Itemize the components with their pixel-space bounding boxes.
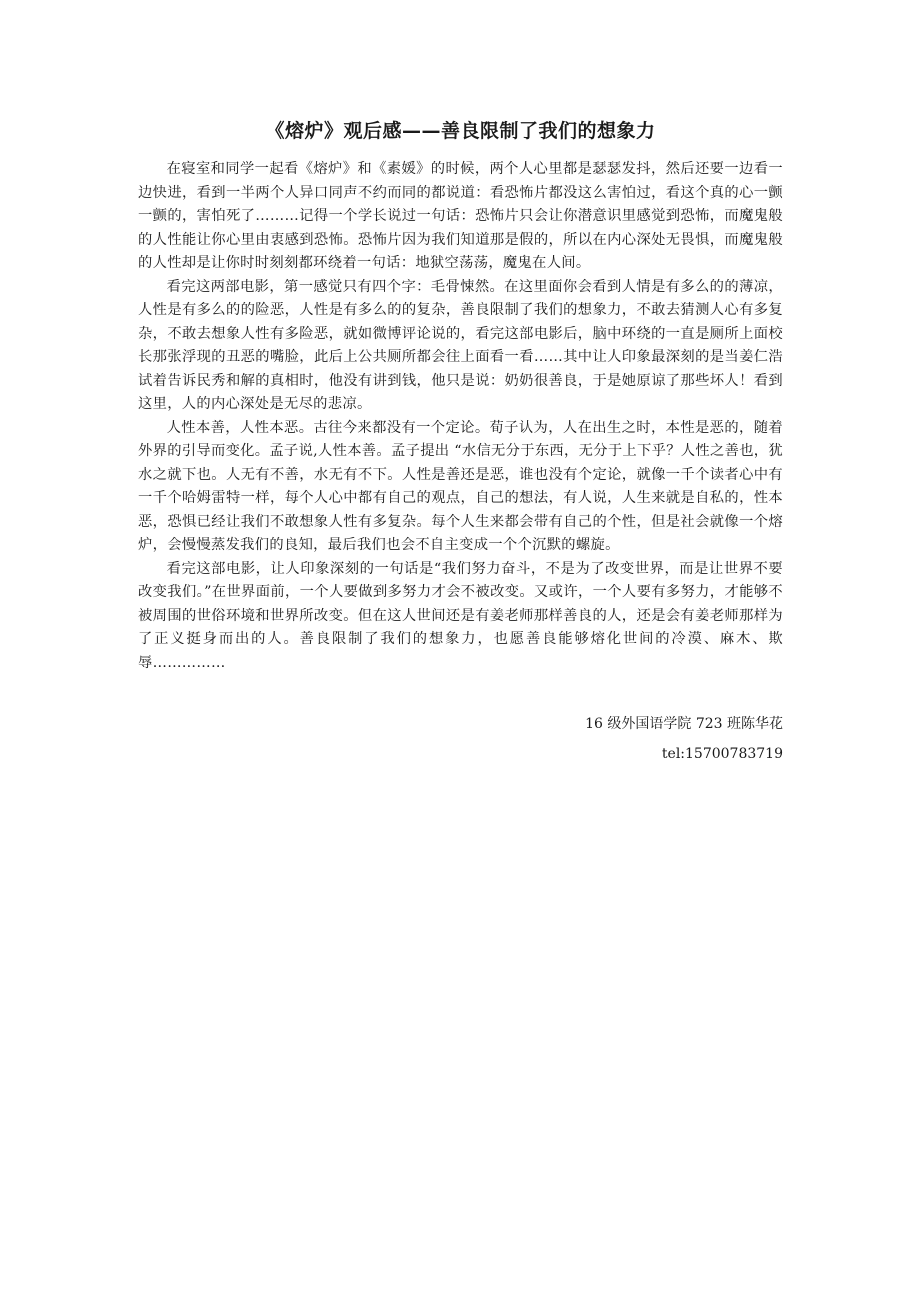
paragraph-1: 在寝室和同学一起看《熔炉》和《素媛》的时候，两个人心里都是瑟瑟发抖，然后还要一边看一边快进，看到一半两个人异口同声不约而同的都说道：看恐怖片都没这么害怕过，看这个真的心一颤一颤的，害怕死了………记得一个学长说过一句话：恐怖片只会让你潜意识里感觉到恐怖，而魔鬼般的人性能让你心里由衷感到恐怖。恐怖片因为我们知道那是假的，所以在内心深处无畏惧，而魔鬼般的人性却是让你时时刻刻都环绕着一句话：地狱空荡荡，魔鬼在人间。 — [138, 161, 783, 271]
author-line: 16 级外国语学院 723 班陈华花 — [585, 716, 783, 732]
tel-line: tel:15700783719 — [661, 746, 783, 762]
document-body — [138, 158, 783, 675]
paragraph-4: 看完这部电影，让人印象深刻的一句话是“我们努力奋斗，不是为了改变世界，而是让世界不要改变我们。”在世界面前，一个人要做到多努力才会不被改变。又或许，一个人要有多努力，才能够不被周围的世俗环境和世界所改变。但在这人世间还是有姜老师那样善良的人，还是会有姜老师那样为了正义挺身而出的人。善良限制了我们的想象力，也愿善良能够熔化世间的冷漠、麻木、欺辱…………… — [138, 560, 783, 671]
signature-block — [138, 709, 783, 769]
document-title: 《熔炉》观后感——善良限制了我们的想象力 — [265, 120, 656, 142]
paragraph-2: 看完这两部电影，第一感觉只有四个字：毛骨悚然。在这里面你会看到人情是有多么的的薄凉，人性是有多么的的险恶，人性是有多么的的复杂，善良限制了我们的想象力，不敢去猜测人心有多复杂，不敢去想象人性有多险恶，就如微博评论说的，看完这部电影后，脑中环绕的一直是厕所上面校长那张浮现的丑恶的嘴脸，此后上公共厕所都会往上面看一看……其中让人印象最深刻的是当姜仁浩试着告诉民秀和解的真相时，他没有讲到钱，他只是说：奶奶很善良，于是她原谅了那些坏人！看到这里，人的内心深处是无尽的悲凉。 — [138, 278, 783, 412]
paragraph-3: 人性本善，人性本恶。古往今来都没有一个定论。荀子认为，人在出生之时，本性是恶的，随着外界的引导而变化。孟子说,人性本善。孟子提出 “水信无分于东西，无分于上下乎？人性之善也，犹水之就下也。人无有不善，水无有不下。人性是善还是恶，谁也没有个定论，就像一千个读者心中有一千个哈姆雷特一样，每个人心中都有自己的观点，自己的想法，有人说，人生来就是自私的，性本恶，恐惧已经让我们不敢想象人性有多复杂。每个人生来都会带有自己的个性，但是社会就像一个熔炉，会慢慢蒸发我们的良知，最后我们也会不自主变成一个个沉默的螺旋。 — [138, 419, 783, 553]
document-page — [138, 118, 783, 769]
